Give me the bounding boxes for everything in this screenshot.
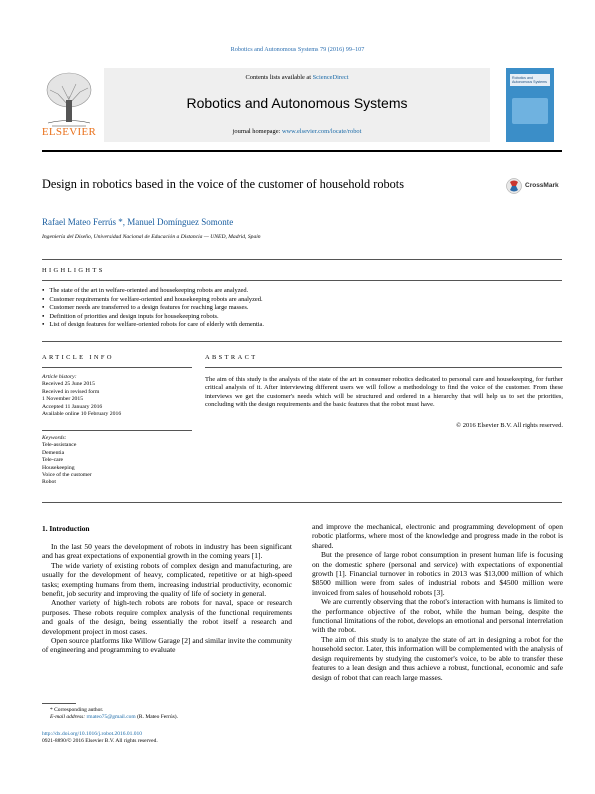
email-link[interactable]: rmateo75@gmail.com	[86, 714, 136, 720]
highlights-list	[42, 287, 562, 330]
divider	[42, 430, 192, 431]
right-column	[312, 522, 563, 682]
paragraph: In the last 50 years the development of robots in industry has been significant and has great expectations of exponential growth in the coming years [1].	[42, 542, 292, 561]
keyword: Voice of the customer	[42, 472, 92, 479]
history-line: Received in revised form	[42, 388, 100, 395]
doi-link[interactable]: http://dx.doi.org/10.1016/j.robot.2016.01.010	[42, 731, 142, 737]
email-suffix: (R. Mateo Ferrús).	[135, 714, 178, 720]
cover-title: Robotics and Autonomous Systems	[512, 76, 547, 84]
divider	[205, 367, 562, 368]
keyword: Tele-care	[42, 457, 64, 464]
abstract-text: The aim of this study is the analysis of the state of the art in consumer robotics dedicated to personal care and housekeeping, for further critical analysis of it. After interviewing different users we will follow a methodology to find the voice of the customer. From these interviews we get the customer's needs which will be structured and ordered in a hierarchy that will help us to set the priorities, concluding with the design requirements and the basic features that the robot must have.	[205, 376, 563, 408]
corresponding-note: * Corresponding author.	[50, 707, 104, 713]
email-label: E-mail address:	[50, 714, 87, 720]
paragraph: But the presence of large robot consumption in present human life is focusing on the domestic sphere (personal and service) with expectations of exponential growth [1]. Financial turnover in robotics in 2013 was $13,000 million of which $8500 million were from sales of industrial robots and $4500 million were invoiced from sales of household robots [3].	[312, 550, 563, 597]
issn-line: 0921-8890/© 2016 Elsevier B.V. All rights reserved.	[42, 738, 158, 744]
highlight-item: ● Customer requirements for welfare-oriented and housekeeping robots are analyzed.	[42, 296, 562, 305]
keywords	[42, 435, 192, 487]
footnote	[50, 707, 300, 721]
homepage-line	[104, 128, 490, 135]
footnote-rule	[42, 703, 76, 704]
highlight-item: ● List of design features for welfare-oriented robots for care of elderly with dementia.	[42, 321, 562, 330]
keywords-label: Keywords:	[42, 435, 67, 441]
crossmark-badge[interactable]	[506, 178, 566, 194]
author-affiliation: Ingeniería del Diseño, Universidad Nacional de Educación a Distancia — UNED, Madrid, Spain	[42, 234, 261, 240]
highlight-item: ● Definition of priorities and design inputs for housekeeping robots.	[42, 313, 562, 322]
history-line: Accepted 11 January 2016	[42, 403, 103, 410]
paragraph: The aim of this study is to analyze the state of art in designing a robot for the household sector. Later, this information will be complemented with the analysis of design requirements by studying the customer's voice, to be able to transfer these features to a lean design and thus achieve a robust, functional, economic and safe design of robot that can reach large masses.	[312, 634, 563, 682]
history-line: Available online 10 February 2016	[42, 411, 122, 418]
header-rule	[42, 150, 562, 152]
history-label: Article history:	[42, 374, 77, 380]
contents-line	[104, 74, 490, 81]
highlight-item: ● The state of the art in welfare-oriented and housekeeping robots are analyzed.	[42, 287, 562, 296]
journal-cover	[506, 68, 554, 142]
highlight-item: ● Customer needs are transferred to a design features for reaching large masses.	[42, 304, 562, 313]
history-line: Received 25 June 2015	[42, 381, 95, 388]
keyword: Tele-assistance	[42, 442, 77, 449]
divider	[42, 341, 562, 342]
homepage-prefix: journal homepage:	[232, 128, 282, 135]
contents-prefix: Contents lists available at	[245, 74, 313, 81]
publisher-name: ELSEVIER	[41, 126, 97, 138]
highlights-heading: HIGHLIGHTS	[42, 267, 105, 274]
divider	[42, 259, 562, 260]
article-info-heading: ARTICLE INFO	[42, 354, 114, 361]
paragraph: We are currently observing that the robot's interaction with humans is limited to the performance objective of the robot, while the human being, despite the functional limitations of the robot, develops an emotional and personal interrelation with the robot.	[312, 597, 563, 635]
divider	[42, 280, 562, 281]
author-list[interactable]: Rafael Mateo Ferrús *, Manuel Domínguez Somonte	[42, 217, 234, 227]
homepage-link[interactable]: www.elsevier.com/locate/robot	[281, 128, 362, 135]
abstract-heading: ABSTRACT	[205, 354, 258, 361]
divider	[42, 367, 192, 368]
paragraph: The wide variety of existing robots of complex design and manufacturing, are usually for the development of heavy, complicated, repetitive or at high-speed tasks; exempting humans from them, increasing industrial productivity, economic benefit, job security and improving the quality of life of society in general.	[42, 560, 292, 599]
keyword: Housekeeping	[42, 464, 75, 471]
keyword: Dementia	[42, 449, 65, 456]
doi-block	[42, 731, 302, 745]
journal-title: Robotics and Autonomous Systems	[186, 95, 408, 111]
journal-citation[interactable]: Robotics and Autonomous Systems 79 (2016) 99–107	[230, 46, 365, 53]
divider	[42, 502, 562, 503]
crossmark-icon	[506, 178, 522, 194]
paragraph: Another variety of high-tech robots are robots for naval, space or research purposes. These robots require complex analysis of the functional requirements and goals of the design, being essentially the robot itself a research and development project in most cases.	[42, 598, 292, 636]
sciencedirect-link[interactable]: ScienceDirect	[312, 74, 349, 81]
crossmark-label: CrossMark	[525, 182, 559, 189]
history-line: 1 November 2015	[42, 396, 84, 403]
article-title: Design in robotics based in the voice of the customer of household robots	[42, 177, 405, 191]
left-column	[42, 542, 292, 655]
section-heading: 1. Introduction	[42, 524, 90, 533]
keyword: Robot	[42, 479, 56, 486]
abstract-copyright: © 2016 Elsevier B.V. All rights reserved.	[456, 422, 563, 429]
article-history	[42, 374, 192, 418]
paragraph: Open source platforms like Willow Garage [2] and similar invite the community of engineering and programming to evaluate	[42, 636, 292, 655]
elsevier-logo	[42, 66, 96, 140]
paragraph: and improve the mechanical, electronic and programming development of open robotic platforms, where most of the knowledge and progress made in the robot is shared.	[312, 522, 563, 550]
